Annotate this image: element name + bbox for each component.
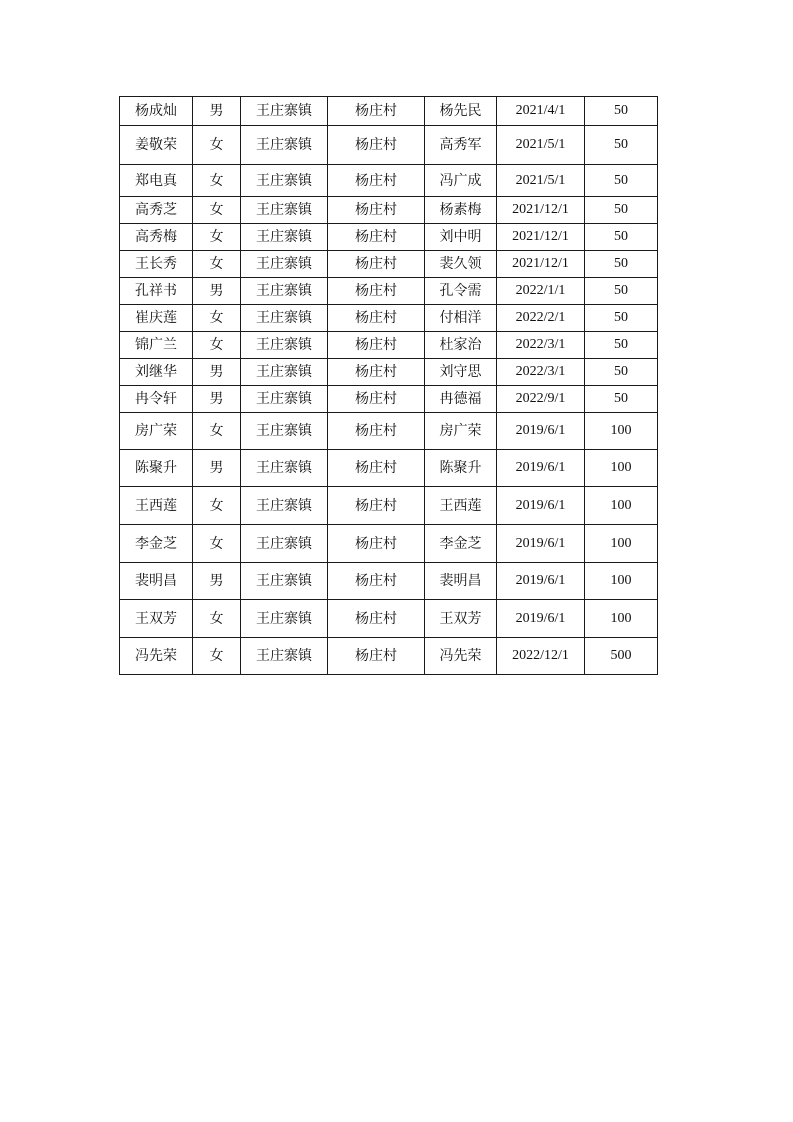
amount-cell: 50	[585, 251, 658, 278]
town-cell: 王庄寨镇	[241, 563, 328, 600]
amount-cell: 100	[585, 525, 658, 563]
table-row	[120, 126, 658, 165]
person-cell: 杨素梅	[425, 197, 497, 224]
village-cell: 杨庄村	[328, 450, 425, 487]
table-row	[120, 224, 658, 251]
name-cell: 孔祥书	[120, 278, 193, 305]
gender-cell: 女	[193, 126, 241, 165]
table-row	[120, 638, 658, 675]
town-cell: 王庄寨镇	[241, 305, 328, 332]
name-cell: 崔庆莲	[120, 305, 193, 332]
date-cell: 2022/12/1	[497, 638, 585, 675]
person-cell: 裴久领	[425, 251, 497, 278]
records-table	[119, 96, 658, 675]
village-cell: 杨庄村	[328, 305, 425, 332]
person-cell: 房广荣	[425, 413, 497, 450]
gender-cell: 女	[193, 305, 241, 332]
village-cell: 杨庄村	[328, 600, 425, 638]
village-cell: 杨庄村	[328, 386, 425, 413]
name-cell: 冉令轩	[120, 386, 193, 413]
date-cell: 2019/6/1	[497, 525, 585, 563]
amount-cell: 50	[585, 305, 658, 332]
gender-cell: 女	[193, 487, 241, 525]
date-cell: 2021/5/1	[497, 126, 585, 165]
town-cell: 王庄寨镇	[241, 487, 328, 525]
table-row	[120, 450, 658, 487]
town-cell: 王庄寨镇	[241, 525, 328, 563]
gender-cell: 女	[193, 525, 241, 563]
gender-cell: 女	[193, 224, 241, 251]
date-cell: 2019/6/1	[497, 413, 585, 450]
name-cell: 锦广兰	[120, 332, 193, 359]
town-cell: 王庄寨镇	[241, 197, 328, 224]
amount-cell: 500	[585, 638, 658, 675]
records-table-body	[120, 97, 658, 675]
amount-cell: 100	[585, 600, 658, 638]
town-cell: 王庄寨镇	[241, 359, 328, 386]
table-row	[120, 487, 658, 525]
date-cell: 2021/4/1	[497, 97, 585, 126]
town-cell: 王庄寨镇	[241, 386, 328, 413]
village-cell: 杨庄村	[328, 359, 425, 386]
town-cell: 王庄寨镇	[241, 278, 328, 305]
village-cell: 杨庄村	[328, 487, 425, 525]
date-cell: 2022/1/1	[497, 278, 585, 305]
gender-cell: 男	[193, 563, 241, 600]
table-row	[120, 197, 658, 224]
amount-cell: 50	[585, 197, 658, 224]
name-cell: 姜敬荣	[120, 126, 193, 165]
amount-cell: 50	[585, 165, 658, 197]
date-cell: 2021/12/1	[497, 251, 585, 278]
gender-cell: 男	[193, 97, 241, 126]
date-cell: 2021/12/1	[497, 224, 585, 251]
table-row	[120, 332, 658, 359]
town-cell: 王庄寨镇	[241, 638, 328, 675]
table-row	[120, 563, 658, 600]
amount-cell: 100	[585, 487, 658, 525]
amount-cell: 100	[585, 413, 658, 450]
name-cell: 高秀芝	[120, 197, 193, 224]
person-cell: 杜家治	[425, 332, 497, 359]
name-cell: 王西莲	[120, 487, 193, 525]
village-cell: 杨庄村	[328, 197, 425, 224]
date-cell: 2019/6/1	[497, 487, 585, 525]
person-cell: 王西莲	[425, 487, 497, 525]
person-cell: 高秀军	[425, 126, 497, 165]
person-cell: 冉德福	[425, 386, 497, 413]
amount-cell: 50	[585, 359, 658, 386]
name-cell: 房广荣	[120, 413, 193, 450]
person-cell: 孔令需	[425, 278, 497, 305]
village-cell: 杨庄村	[328, 165, 425, 197]
village-cell: 杨庄村	[328, 97, 425, 126]
village-cell: 杨庄村	[328, 126, 425, 165]
name-cell: 裴明昌	[120, 563, 193, 600]
name-cell: 陈聚升	[120, 450, 193, 487]
person-cell: 付相洋	[425, 305, 497, 332]
name-cell: 李金芝	[120, 525, 193, 563]
person-cell: 李金芝	[425, 525, 497, 563]
date-cell: 2019/6/1	[497, 563, 585, 600]
table-row	[120, 165, 658, 197]
gender-cell: 男	[193, 386, 241, 413]
name-cell: 王长秀	[120, 251, 193, 278]
gender-cell: 女	[193, 251, 241, 278]
amount-cell: 100	[585, 450, 658, 487]
date-cell: 2019/6/1	[497, 450, 585, 487]
gender-cell: 男	[193, 278, 241, 305]
name-cell: 冯先荣	[120, 638, 193, 675]
gender-cell: 女	[193, 600, 241, 638]
amount-cell: 50	[585, 386, 658, 413]
person-cell: 冯先荣	[425, 638, 497, 675]
gender-cell: 男	[193, 450, 241, 487]
town-cell: 王庄寨镇	[241, 332, 328, 359]
person-cell: 杨先民	[425, 97, 497, 126]
village-cell: 杨庄村	[328, 332, 425, 359]
amount-cell: 50	[585, 278, 658, 305]
town-cell: 王庄寨镇	[241, 450, 328, 487]
date-cell: 2021/12/1	[497, 197, 585, 224]
date-cell: 2022/3/1	[497, 359, 585, 386]
name-cell: 郑电真	[120, 165, 193, 197]
table-row	[120, 251, 658, 278]
table-row	[120, 386, 658, 413]
gender-cell: 女	[193, 332, 241, 359]
village-cell: 杨庄村	[328, 224, 425, 251]
table-row	[120, 525, 658, 563]
person-cell: 冯广成	[425, 165, 497, 197]
date-cell: 2022/2/1	[497, 305, 585, 332]
date-cell: 2022/3/1	[497, 332, 585, 359]
town-cell: 王庄寨镇	[241, 224, 328, 251]
table-row	[120, 305, 658, 332]
table-row	[120, 97, 658, 126]
name-cell: 王双芳	[120, 600, 193, 638]
date-cell: 2019/6/1	[497, 600, 585, 638]
person-cell: 陈聚升	[425, 450, 497, 487]
table-row	[120, 278, 658, 305]
amount-cell: 50	[585, 224, 658, 251]
village-cell: 杨庄村	[328, 278, 425, 305]
village-cell: 杨庄村	[328, 525, 425, 563]
gender-cell: 女	[193, 413, 241, 450]
gender-cell: 女	[193, 197, 241, 224]
table-row	[120, 413, 658, 450]
person-cell: 刘中明	[425, 224, 497, 251]
village-cell: 杨庄村	[328, 563, 425, 600]
gender-cell: 男	[193, 359, 241, 386]
date-cell: 2022/9/1	[497, 386, 585, 413]
name-cell: 杨成灿	[120, 97, 193, 126]
town-cell: 王庄寨镇	[241, 600, 328, 638]
name-cell: 刘继华	[120, 359, 193, 386]
table-row	[120, 600, 658, 638]
person-cell: 刘守思	[425, 359, 497, 386]
amount-cell: 50	[585, 97, 658, 126]
town-cell: 王庄寨镇	[241, 251, 328, 278]
gender-cell: 女	[193, 638, 241, 675]
town-cell: 王庄寨镇	[241, 165, 328, 197]
amount-cell: 100	[585, 563, 658, 600]
amount-cell: 50	[585, 332, 658, 359]
date-cell: 2021/5/1	[497, 165, 585, 197]
town-cell: 王庄寨镇	[241, 126, 328, 165]
village-cell: 杨庄村	[328, 251, 425, 278]
town-cell: 王庄寨镇	[241, 97, 328, 126]
village-cell: 杨庄村	[328, 413, 425, 450]
amount-cell: 50	[585, 126, 658, 165]
table-row	[120, 359, 658, 386]
person-cell: 裴明昌	[425, 563, 497, 600]
town-cell: 王庄寨镇	[241, 413, 328, 450]
person-cell: 王双芳	[425, 600, 497, 638]
name-cell: 高秀梅	[120, 224, 193, 251]
village-cell: 杨庄村	[328, 638, 425, 675]
gender-cell: 女	[193, 165, 241, 197]
